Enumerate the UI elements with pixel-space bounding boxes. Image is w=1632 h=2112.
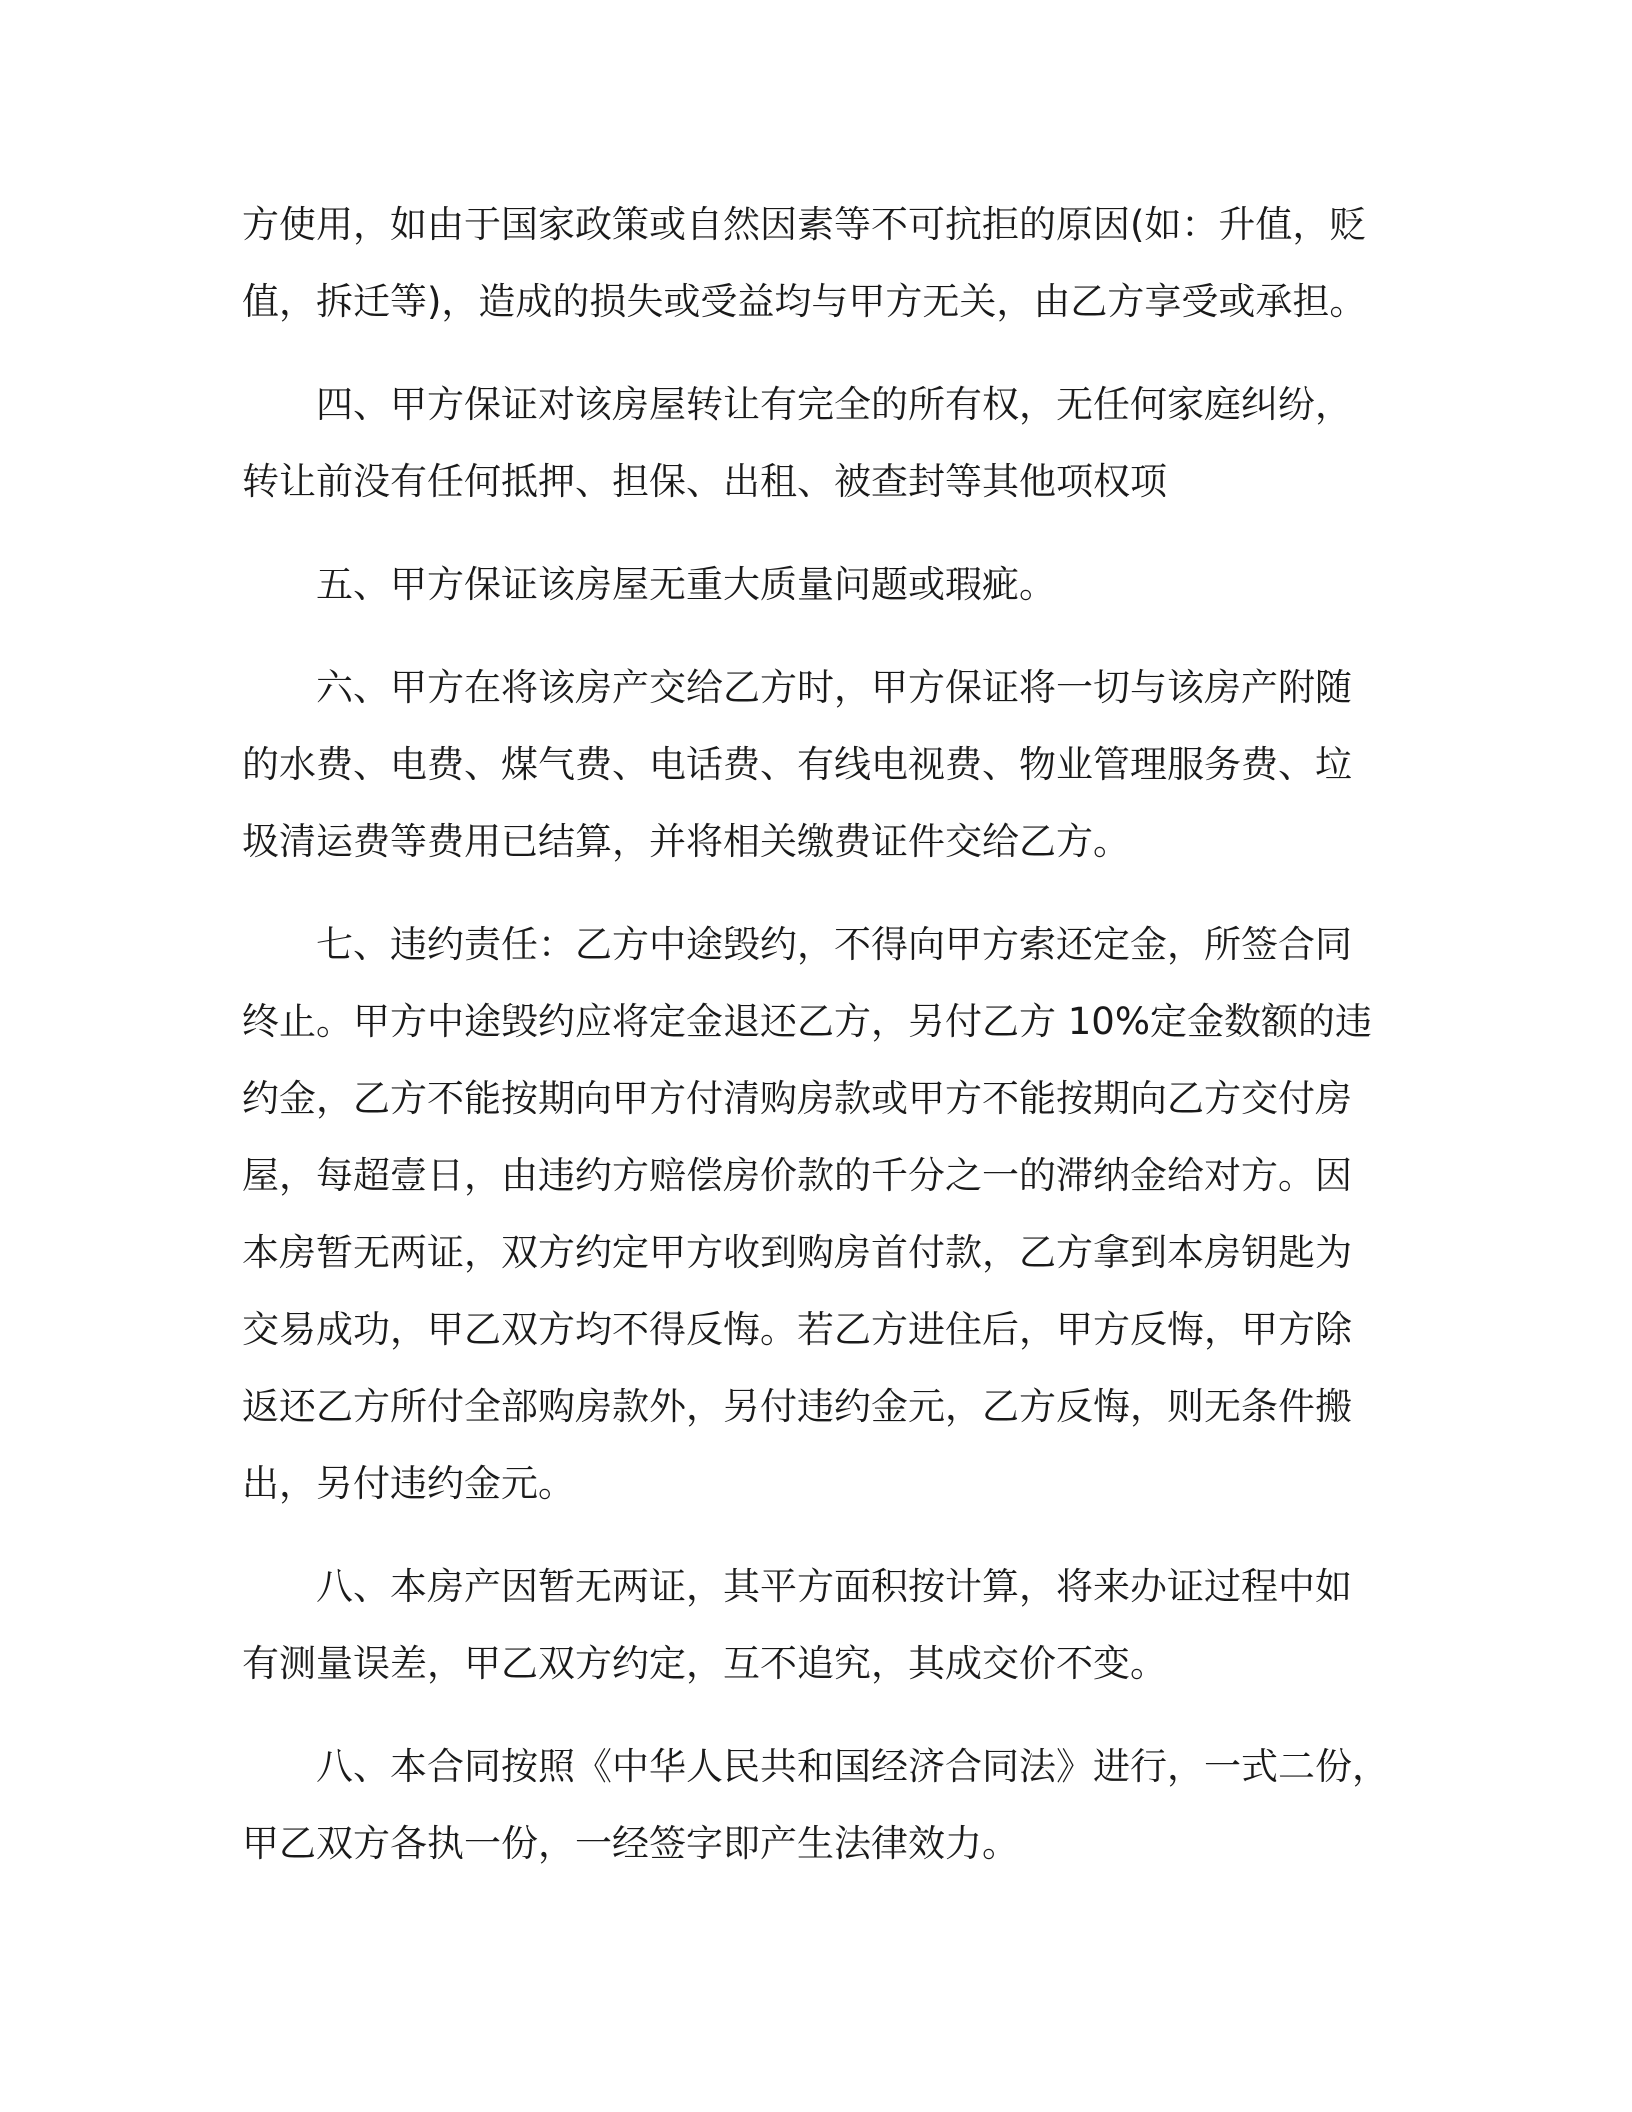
paragraph-clause-7 xyxy=(242,906,1402,1522)
text-line: 交易成功，甲乙双方均不得反悔。若乙方进住后，甲方反悔，甲方除 xyxy=(242,1308,1352,1351)
text-line: 八、本合同按照《中华人民共和国经济合同法》进行，一式二份， xyxy=(316,1745,1389,1788)
text-line: 返还乙方所付全部购房款外，另付违约金元，乙方反悔，则无条件搬 xyxy=(242,1385,1352,1428)
text-line: 方使用，如由于国家政策或自然因素等不可抗拒的原因(如：升值，贬 xyxy=(242,203,1367,246)
text-line: 七、违约责任：乙方中途毁约，不得向甲方索还定金，所签合同 xyxy=(316,923,1352,966)
text-line: 约金，乙方不能按期向甲方付清购房款或甲方不能按期向乙方交付房 xyxy=(242,1077,1352,1120)
paragraph-clause-5 xyxy=(242,546,1402,623)
text-line: 有测量误差，甲乙双方约定，互不追究，其成交价不变。 xyxy=(242,1642,1167,1685)
text-line: 值，拆迁等)，造成的损失或受益均与甲方无关，由乙方享受或承担。 xyxy=(242,280,1367,323)
paragraph-continuation xyxy=(242,186,1402,340)
text-line: 本房暂无两证，双方约定甲方收到购房首付款，乙方拿到本房钥匙为 xyxy=(242,1231,1352,1274)
text-line: 终止。甲方中途毁约应将定金退还乙方，另付乙方 10%定金数额的违 xyxy=(242,1000,1372,1043)
text-line: 圾清运费等费用已结算，并将相关缴费证件交给乙方。 xyxy=(242,820,1130,863)
text-line: 的水费、电费、煤气费、电话费、有线电视费、物业管理服务费、垃 xyxy=(242,743,1352,786)
paragraph-clause-6 xyxy=(242,649,1402,880)
text-line: 八、本房产因暂无两证，其平方面积按计算，将来办证过程中如 xyxy=(316,1565,1352,1608)
text-line: 甲乙双方各执一份，一经签字即产生法律效力。 xyxy=(242,1822,1019,1865)
text-line: 出，另付违约金元。 xyxy=(242,1462,575,1505)
text-line: 屋，每超壹日，由违约方赔偿房价款的千分之一的滞纳金给对方。因 xyxy=(242,1154,1352,1197)
paragraph-clause-4 xyxy=(242,366,1402,520)
text-line: 转让前没有任何抵押、担保、出租、被查封等其他项权项 xyxy=(242,460,1167,503)
paragraph-clause-8b xyxy=(242,1728,1402,1882)
text-line: 五、甲方保证该房屋无重大质量问题或瑕疵。 xyxy=(316,563,1056,606)
text-line: 六、甲方在将该房产交给乙方时，甲方保证将一切与该房产附随 xyxy=(316,666,1352,709)
text-line: 四、甲方保证对该房屋转让有完全的所有权，无任何家庭纠纷， xyxy=(316,383,1352,426)
document-body xyxy=(242,186,1402,1908)
paragraph-clause-8a xyxy=(242,1548,1402,1702)
